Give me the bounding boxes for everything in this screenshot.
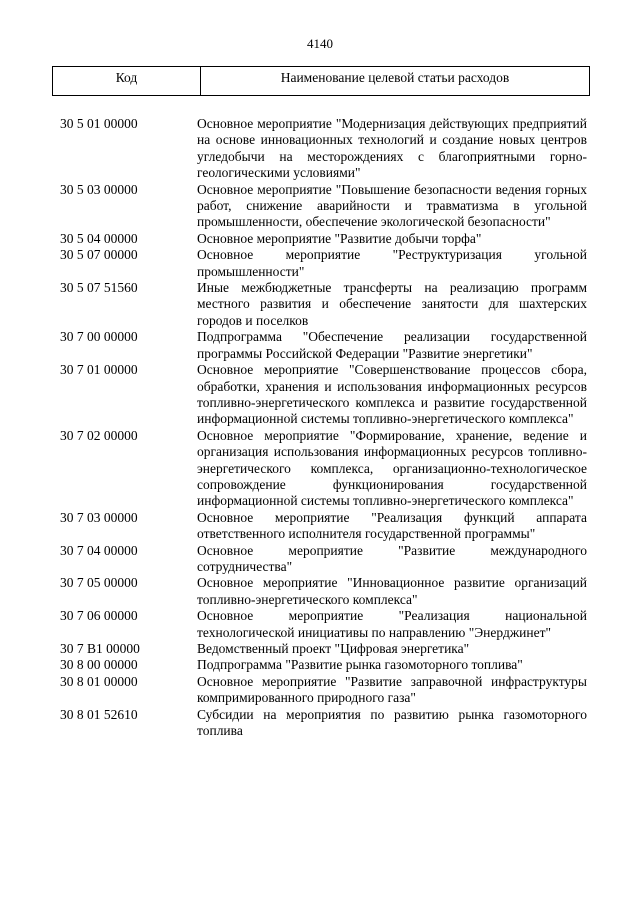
row-code: 30 7 02 00000 [60,427,138,443]
row-name: Основное мероприятие "Модернизация действующих предприятий на основе инновационных технологий и создание новых центров угледобычи на месторождениях с благоприятными горно-геологическими условиями" [197,116,587,181]
row-code: 30 5 07 51560 [60,280,138,296]
row-name: Основное мероприятие "Развитие международного сотрудничества" [197,542,587,574]
table-row [60,657,587,673]
row-code: 30 5 04 00000 [60,230,138,246]
table-row [60,641,587,657]
table-row [60,575,587,608]
table-row [60,231,587,247]
row-code: 30 7 04 00000 [60,542,138,558]
row-code: 30 8 01 52610 [60,706,138,722]
row-name: Основное мероприятие "Совершенствование процессов сбора, обработки, хранения и использования информационных ресурсов топливно-энергетического комплекса и развитие государственной информационной системы топливно-энергетического комплекса" [197,362,587,427]
row-name: Подпрограмма "Развитие рынка газомоторного топлива" [197,657,523,673]
table-row [60,428,587,510]
table-row [60,182,587,231]
row-name: Иные межбюджетные трансферты на реализацию программ местного развития и обеспечение занятости для шахтерских городов и поселков [197,280,587,328]
page-number: 4140 [307,36,333,51]
column-header-name: Наименование целевой статьи расходов [280,70,510,85]
row-name: Основное мероприятие "Повышение безопасности ведения горных работ, снижение аварийности и травматизма в угольной промышленности, обеспечение экологической безопасности" [197,181,587,230]
table-row [60,247,587,280]
table-row [60,674,587,707]
row-code: 30 7 00 00000 [60,329,138,345]
row-name: Ведомственный проект "Цифровая энергетика" [197,641,470,656]
row-name: Основное мероприятие "Инновационное развитие организаций топливно-энергетического комплекса" [197,575,587,607]
row-code: 30 5 03 00000 [60,181,138,197]
table-header [52,66,590,96]
row-name: Подпрограмма "Обеспечение реализации государственной программы Российской Федерации "Развитие энергетики" [197,329,587,361]
table-row [60,543,587,576]
table-row [60,116,587,182]
row-code: 30 8 00 00000 [60,657,138,673]
table-row [60,608,587,641]
row-name: Основное мероприятие "Реализация функций аппарата ответственного исполнителя государственной программы" [197,509,587,542]
row-code: 30 7 01 00000 [60,362,138,378]
table-row [60,510,587,543]
row-name: Основное мероприятие "Реализация национальной технологической инициативы по направлению "Энерджинет" [197,608,587,640]
table-row [60,329,587,362]
row-code: 30 7 06 00000 [60,608,138,624]
row-name: Субсидии на мероприятия по развитию рынка газомоторного топлива [197,706,587,739]
table-row [60,362,587,428]
row-name: Основное мероприятие "Развитие заправочной инфраструктуры компримированного природного газа" [197,673,587,706]
row-code: 30 7 03 00000 [60,509,138,525]
row-code: 30 5 07 00000 [60,247,138,263]
row-code: 30 7 05 00000 [60,575,138,591]
row-code: 30 5 01 00000 [60,116,138,131]
column-header-code: Код [53,67,201,95]
row-code: 30 7 B1 00000 [60,641,140,656]
table-row [60,707,587,740]
table-body [60,116,587,739]
row-name: Основное мероприятие "Развитие добычи торфа" [197,230,482,246]
table-row [60,280,587,329]
row-name: Основное мероприятие "Реструктуризация угольной промышленности" [197,247,587,279]
row-name: Основное мероприятие "Формирование, хранение, ведение и организация использования информационных ресурсов топливно-энергетического комплекса, организационно-технологическое сопровождение функционирования государственной информационной системы топливно-энергетического комплекса" [197,427,587,509]
row-code: 30 8 01 00000 [60,673,138,689]
